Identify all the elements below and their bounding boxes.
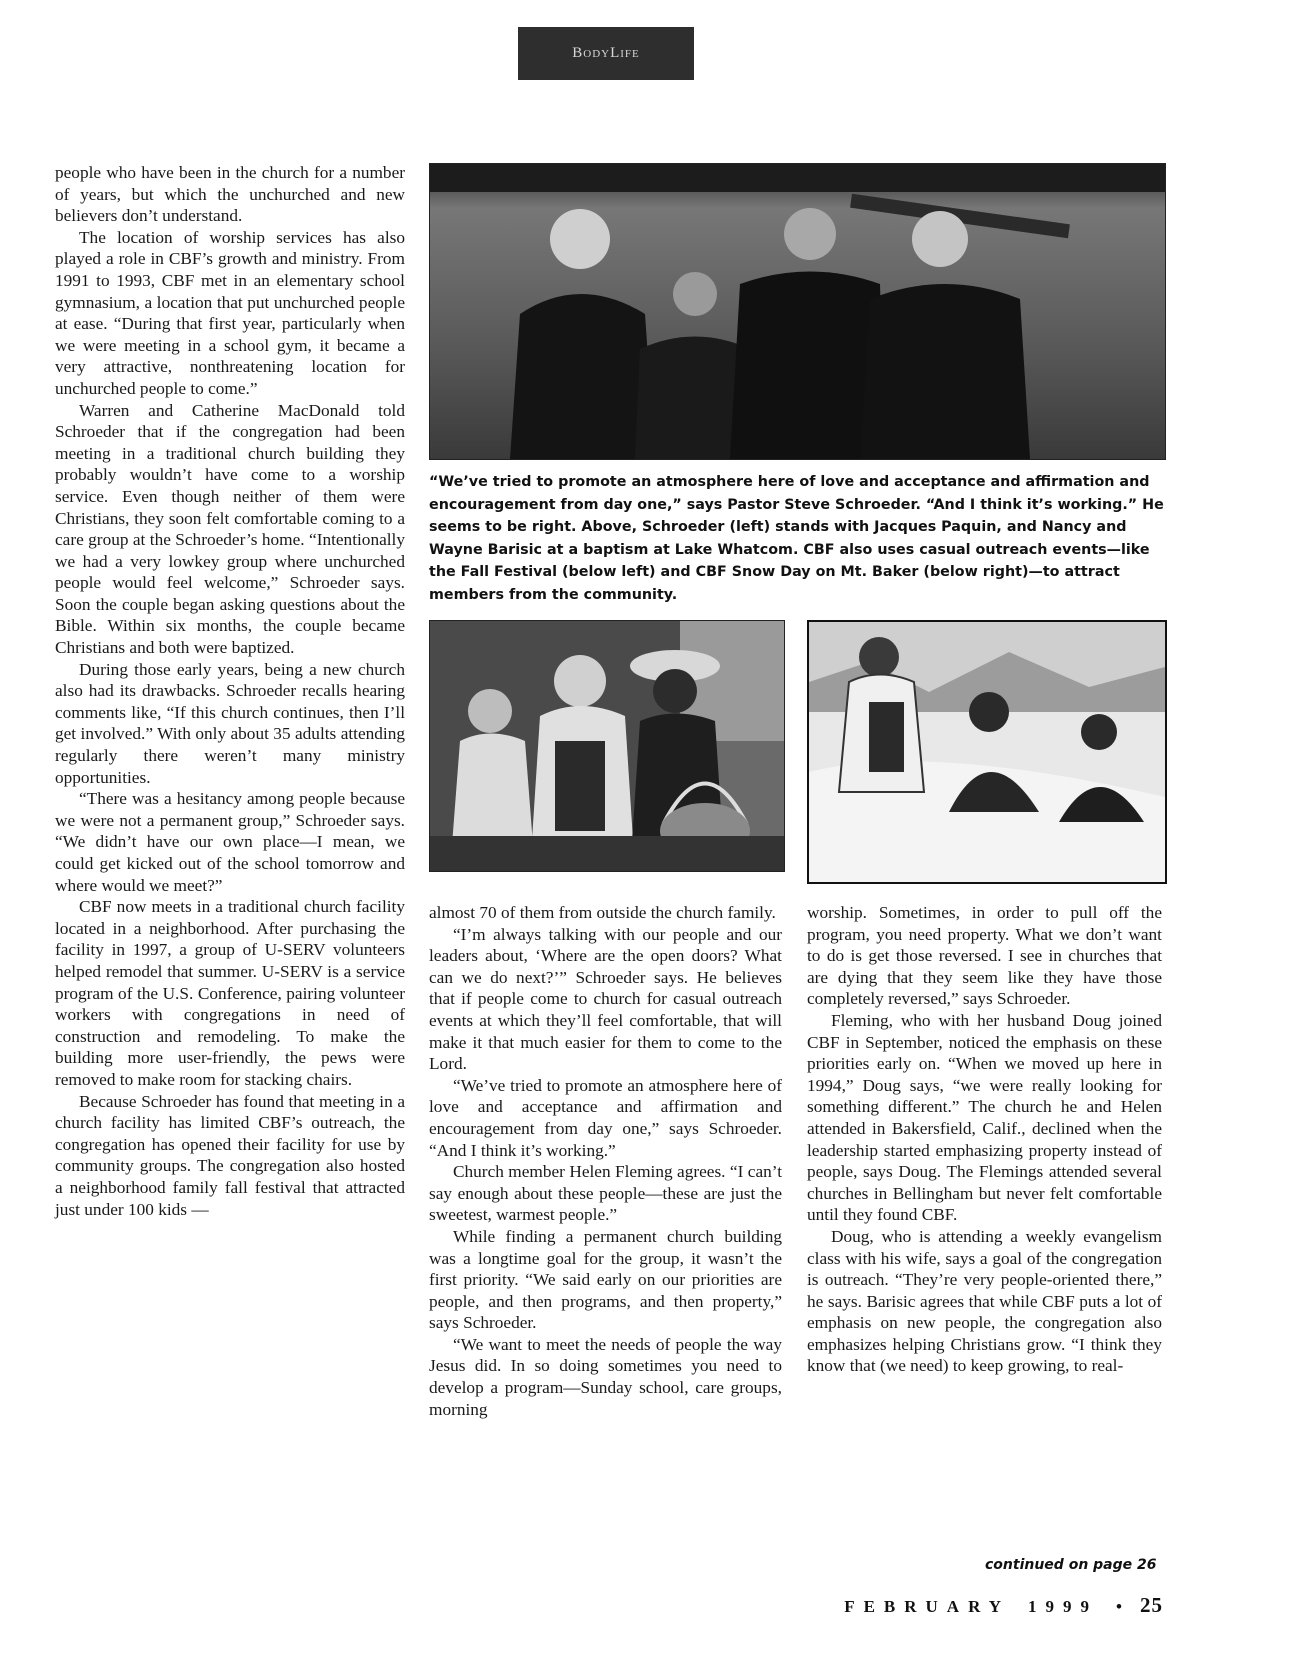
paragraph: Because Schroeder has found that meeting in a church facility has limited CBF’s outreach, the congregation has opened their facility for use by community groups. The congregation also hosted a neighborhood family fall festival that attracted just under 100 kids — — [55, 1091, 405, 1219]
photo-baptism-lake — [429, 163, 1166, 460]
paragraph: During those early years, being a new church also had its drawbacks. Schroeder recalls hearing comments like, “If this church continues, then I’ll get involved.” With only about 35 adults attending regularly there weren’t many ministry opportunities. — [55, 659, 405, 787]
article-column-1 — [55, 162, 405, 1220]
paragraph: “I’m always talking with our people and our leaders about, ‘Where are the open doors? What can we do next?’” Schroeder says. He believes that if people come to church for casual outreach events at which they’ll feel comfortable, that will make it that much easier for them to come to the Lord. — [429, 924, 782, 1074]
section-header-tab: BodyLife — [518, 27, 694, 80]
paragraph: “We want to meet the needs of people the way Jesus did. In so doing sometimes you need to develop a program—Sunday school, care groups, morning — [429, 1334, 782, 1419]
footer-month: FEBRUARY — [844, 1597, 1011, 1616]
article-column-3 — [807, 902, 1162, 1377]
footer-year: 1999 — [1028, 1597, 1099, 1616]
continued-note: continued on page 26 — [985, 1557, 1157, 1573]
photo-snow-day — [807, 620, 1167, 884]
photo-caption: “We’ve tried to promote an atmosphere here of love and acceptance and affirmation and encouragement from day one,” says Pastor Steve Schroeder. “And I think it’s working.” He seems to be right. Above, Schroeder (left) stands with Jacques Paquin, and Nancy and Wayne Barisic at a baptism at Lake Whatcom. CBF also uses casual outreach events—like the Fall Festival (below left) and CBF Snow Day on Mt. Baker (below right)—to attract members from the community. — [429, 474, 1164, 603]
paragraph: “We’ve tried to promote an atmosphere here of love and acceptance and affirmation and encouragement from day one,” says Schroeder. “And I think it’s working.” — [429, 1075, 782, 1160]
paragraph: CBF now meets in a traditional church facility located in a neighborhood. After purchasing the facility in 1997, a group of U-SERV volunteers helped remodel that summer. U-SERV is a service program of the U.S. Conference, pairing volunteer workers with congregations in need of construction and remodeling. To make the building more user-friendly, the pews were removed to make room for stacking chairs. — [55, 897, 405, 1089]
paragraph: Warren and Catherine MacDonald told Schroeder that if the congregation had been meeting in a traditional church building they probably wouldn’t have come to a worship service. Even though neither of them were Christians, they soon felt comfortable coming to a care group at the Schroeder’s home. “Intentionally we had a very lowkey group where unchurched people would feel welcome,” Schroeder says. Soon the couple began asking questions about the Bible. Within six months, the couple became Christians and both were baptized. — [55, 400, 405, 658]
paragraph: Fleming, who with her husband Doug joined CBF in September, noticed the emphasis on these priorities early on. “When we moved up here in 1994,” Doug says, “we were really looking for something different.” The church he and Helen attended in Bakersfield, Calif., declined when the leadership started emphasizing property instead of people, says Doug. The Flemings attended several churches in Bellingham but never felt comfortable until they found CBF. — [807, 1010, 1162, 1225]
article-column-2 — [429, 902, 782, 1420]
paragraph: almost 70 of them from outside the church family. — [429, 903, 776, 922]
paragraph: “There was a hesitancy among people because we were not a permanent group,” Schroeder says. “We didn’t have our own place—I mean, we could get kicked out of the school tomorrow and where would we meet?” — [55, 789, 405, 895]
paragraph: Doug, who is attending a weekly evangelism class with his wife, says a goal of the congregation is outreach. “They’re very people-oriented there,” he says. Barisic agrees that while CBF puts a lot of emphasis on new people, the congregation also emphasizes helping Christians grow. “I think they know that (we need) to keep growing, to real- — [807, 1226, 1162, 1376]
photo-fall-festival — [429, 620, 785, 872]
paragraph: Church member Helen Fleming agrees. “I can’t say enough about these people—these are just the sweetest, warmest people.” — [429, 1162, 782, 1225]
page-number: 25 — [1140, 1593, 1163, 1617]
paragraph: The location of worship services has also played a role in CBF’s growth and ministry. From 1991 to 1993, CBF met in an elementary school gymnasium, a location that put unchurched people at ease. “During that first year, particularly when we were meeting in a school gym, it became a very attractive, nonthreatening location for unchurched people to come.” — [55, 227, 405, 398]
paragraph: people who have been in the church for a number of years, but which the unchurched and new believers don’t understand. — [55, 163, 405, 226]
footer-bullet: • — [1116, 1597, 1122, 1616]
page-footer — [844, 1593, 1163, 1618]
paragraph: worship. Sometimes, in order to pull off the program, you need property. What we don’t want to do is get those reversed. I see in churches that are dying that they seem like they have those completely reversed,” says Schroeder. — [807, 903, 1162, 1009]
paragraph: While finding a permanent church building was a longtime goal for the group, it wasn’t the first priority. “We said early on our priorities are people, and then programs, and then property,” says Schroeder. — [429, 1226, 782, 1333]
